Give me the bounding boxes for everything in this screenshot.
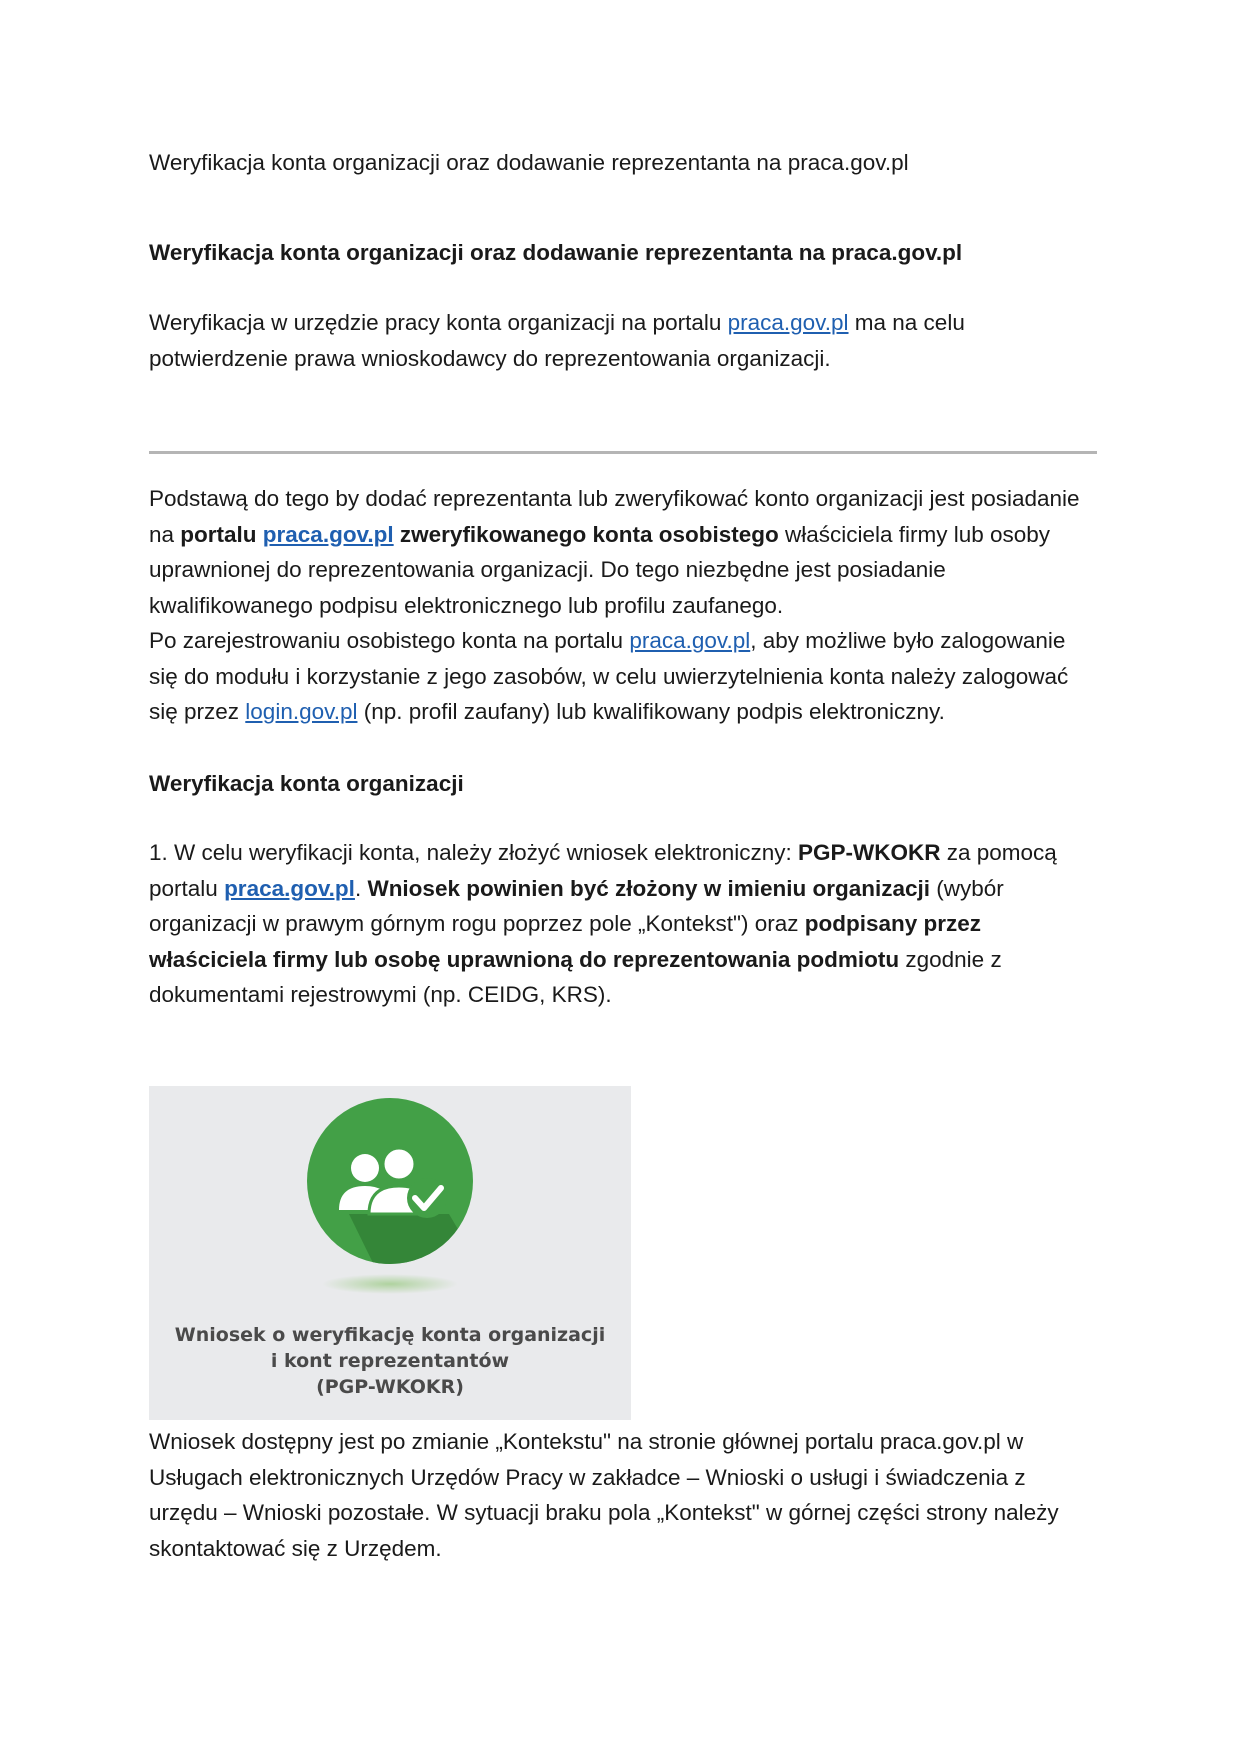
step-bold-text: podpisany przez właściciela firmy lub osobę uprawnioną do reprezentowania podmiotu bbox=[149, 911, 982, 972]
intro-text: ma na celu potwierdzenie prawa wnioskodawcy do reprezentowania organizacji. bbox=[149, 310, 965, 371]
basis-bold-text: portalu bbox=[180, 521, 263, 547]
step-text: za pomocą portalu bbox=[149, 840, 1057, 901]
access-paragraph: Wniosek dostępny jest po zmianie „Kontekstu" na stronie głównej portalu praca.gov.pl w Usługach elektronicznych Urzędów Pracy w zakładce – Wnioski o usługi i świadczenia z urzędu – Wnioski pozostałe. W sytuacji braku pola „Kontekst" w górnej części strony należy skontaktować się z Urzędem. bbox=[149, 1429, 1059, 1561]
basis-text: , aby możliwe było zalogowanie się do modułu i korzystanie z jego zasobów, w celu uwierzytelnienia konta należy zalogować się przez bbox=[149, 628, 1069, 724]
step-text: . bbox=[354, 875, 368, 901]
caption-line: i kont reprezentantów bbox=[270, 1350, 510, 1372]
praca-link[interactable]: praca.gov.pl bbox=[262, 521, 394, 547]
step-text: (wybór organizacji w prawym górnym rogu poprzez pole „Kontekst") oraz bbox=[149, 875, 1004, 936]
document-title: Weryfikacja konta organizacji oraz dodawanie reprezentanta na praca.gov.pl bbox=[149, 150, 909, 175]
praca-link[interactable]: praca.gov.pl bbox=[727, 310, 849, 335]
basis-bold-text: zweryfikowanego konta osobistego bbox=[393, 521, 779, 547]
basis-paragraph bbox=[149, 481, 1099, 730]
caption-line: (PGP-WKOKR) bbox=[316, 1376, 464, 1398]
praca-link[interactable]: praca.gov.pl bbox=[224, 875, 355, 901]
form-code: PGP-WKOKR bbox=[798, 840, 941, 865]
step-bold-text: Wniosek powinien być złożony w imieniu organizacji bbox=[367, 875, 931, 901]
basis-text: Po zarejestrowaniu osobistego konta na portalu bbox=[149, 628, 630, 653]
step-text: zgodnie z dokumentami rejestrowymi (np. CEIDG, KRS). bbox=[149, 946, 1002, 1007]
horizontal-divider bbox=[149, 451, 1097, 454]
caption-line: Wniosek o weryfikację konta organizacji bbox=[174, 1324, 606, 1346]
intro-paragraph bbox=[149, 305, 1099, 376]
step-text: 1. W celu weryfikacji konta, należy złożyć wniosek elektroniczny: bbox=[149, 840, 798, 865]
praca-link[interactable]: praca.gov.pl bbox=[629, 628, 751, 653]
basis-text: (np. profil zaufany) lub kwalifikowany podpis elektroniczny. bbox=[357, 699, 945, 724]
intro-text: Weryfikacja w urzędzie pracy konta organizacji na portalu bbox=[149, 310, 728, 335]
form-tile-caption bbox=[149, 1322, 631, 1400]
basis-text: Podstawą do tego by dodać reprezentanta lub zweryfikować konto organizacji jest posiadanie na bbox=[149, 486, 1080, 547]
step-1-paragraph bbox=[149, 835, 1099, 1013]
org-verification-heading: Weryfikacja konta organizacji bbox=[149, 771, 464, 796]
login-link[interactable]: login.gov.pl bbox=[245, 699, 358, 724]
section-heading: Weryfikacja konta organizacji oraz dodawanie reprezentanta na praca.gov.pl bbox=[149, 240, 963, 265]
wkokr-form-tile[interactable] bbox=[149, 1086, 631, 1420]
basis-text: właściciela firmy lub osoby uprawnionej do reprezentowania organizacji. Do tego niezbędne jest posiadanie kwalifikowanego podpisu elektronicznego lub profilu zaufanego. bbox=[149, 521, 1051, 618]
